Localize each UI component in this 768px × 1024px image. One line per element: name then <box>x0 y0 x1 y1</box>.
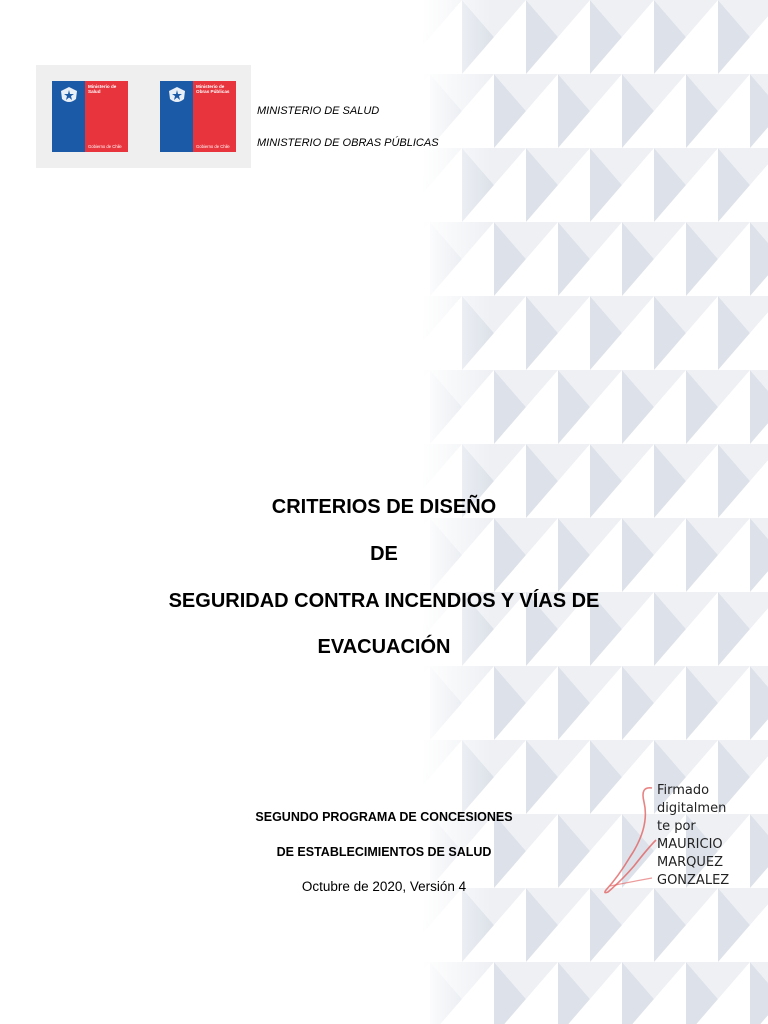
signature-line: te por <box>657 819 696 834</box>
logo-panel <box>36 65 251 168</box>
chile-coat-of-arms-icon <box>165 85 189 107</box>
ministry-obras-publicas-text: MINISTERIO DE OBRAS PÚBLICAS <box>257 137 439 149</box>
logo-government-label: Gobierno de Chile <box>196 144 230 149</box>
program-line-1: SEGUNDO PROGRAMA DE CONCESIONES <box>255 810 513 824</box>
logo-ministry-name: Ministerio de Salud <box>88 84 117 94</box>
document-title-line-3: SEGURIDAD CONTRA INCENDIOS Y VÍAS DE <box>168 590 600 612</box>
signature-line: Firmado <box>657 783 710 798</box>
document-title-line-2: DE <box>370 543 398 565</box>
program-line-2: DE ESTABLECIMIENTOS DE SALUD <box>276 845 492 859</box>
ministerio-de-salud-logo <box>52 81 128 152</box>
signature-text <box>657 782 729 890</box>
signature-line: GONZALEZ <box>657 873 730 888</box>
ministry-salud-text: MINISTERIO DE SALUD <box>257 105 380 117</box>
signature-line: MARQUEZ <box>657 855 724 870</box>
signature-line: MAURICIO <box>657 837 723 852</box>
digital-signature-stamp <box>600 782 740 897</box>
logo-ministry-name: Ministerio de Obras Públicas <box>196 84 230 94</box>
date-version: Octubre de 2020, Versión 4 <box>301 879 467 894</box>
signature-flourish-icon <box>600 782 660 897</box>
ministerio-de-obras-publicas-logo <box>160 81 236 152</box>
signature-line: digitalmen <box>657 801 727 816</box>
chile-coat-of-arms-icon <box>57 85 81 107</box>
document-title-line-4: EVACUACIÓN <box>317 636 451 658</box>
document-title-line-1: CRITERIOS DE DISEÑO <box>271 496 497 518</box>
logo-government-label: Gobierno de Chile <box>88 144 122 149</box>
